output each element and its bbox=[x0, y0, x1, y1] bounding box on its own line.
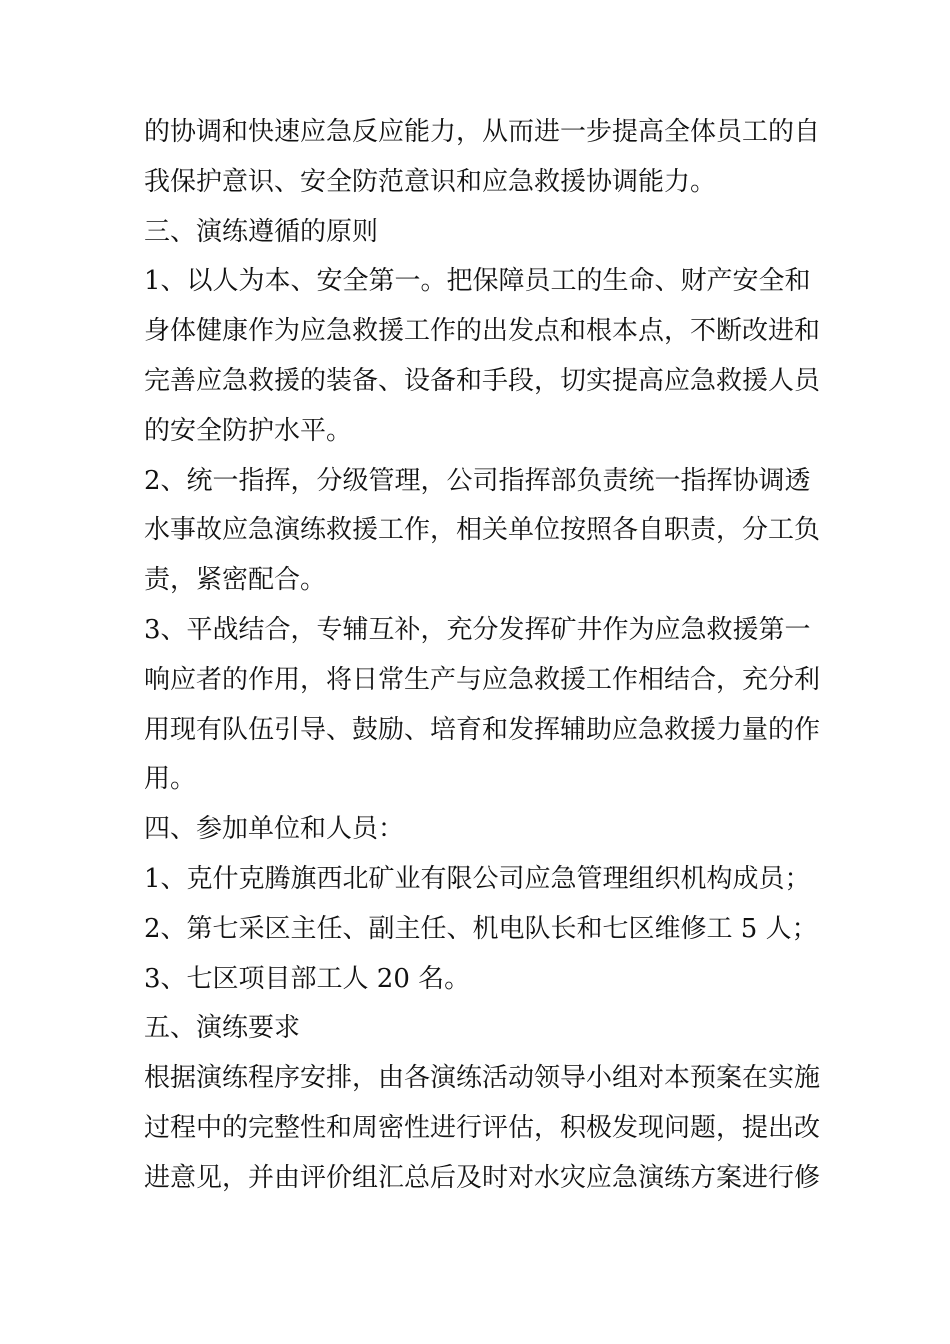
text-line: 2、第七采区主任、副主任、机电队长和七区维修工 5 人； bbox=[144, 913, 818, 944]
text-line: 根据演练程序安排，由各演练活动领导小组对本预案在实施 bbox=[144, 1063, 821, 1094]
text-line: 用现有队伍引导、鼓励、培育和发挥辅助应急救援力量的作 bbox=[144, 714, 821, 745]
document-page bbox=[144, 108, 824, 1204]
text-line: 我保护意识、安全防范意识和应急救援协调能力。 bbox=[144, 166, 717, 197]
text-line: 进意见，并由评价组汇总后及时对水灾应急演练方案进行修 bbox=[144, 1162, 821, 1193]
text-line: 水事故应急演练救援工作，相关单位按照各自职责，分工负 bbox=[144, 515, 821, 546]
text-line: 1、以人为本、安全第一。把保障员工的生命、财产安全和 bbox=[144, 266, 811, 297]
text-line: 3、七区项目部工人 20 名。 bbox=[144, 963, 471, 994]
section-heading: 五、演练要求 bbox=[144, 1013, 301, 1044]
text-line: 的安全防护水平。 bbox=[144, 415, 353, 446]
text-line: 用。 bbox=[144, 764, 197, 795]
text-line: 3、平战结合，专辅互补，充分发挥矿井作为应急救援第一 bbox=[144, 614, 811, 645]
text-line: 过程中的完整性和周密性进行评估，积极发现问题，提出改 bbox=[144, 1112, 821, 1143]
text-line: 1、克什克腾旗西北矿业有限公司应急管理组织机构成员； bbox=[144, 863, 811, 894]
section-heading: 四、参加单位和人员： bbox=[144, 814, 405, 845]
text-line: 响应者的作用，将日常生产与应急救援工作相结合，充分利 bbox=[144, 664, 821, 695]
text-line: 的协调和快速应急反应能力，从而进一步提高全体员工的自 bbox=[144, 117, 821, 147]
text-line: 责，紧密配合。 bbox=[144, 565, 327, 596]
text-line: 2、统一指挥，分级管理，公司指挥部负责统一指挥协调透 bbox=[144, 465, 811, 496]
section-heading: 三、演练遵循的原则 bbox=[144, 216, 379, 247]
text-line: 身体健康作为应急救援工作的出发点和根本点，不断改进和 bbox=[144, 316, 821, 347]
text-line: 完善应急救援的装备、设备和手段，切实提高应急救援人员 bbox=[144, 365, 821, 396]
